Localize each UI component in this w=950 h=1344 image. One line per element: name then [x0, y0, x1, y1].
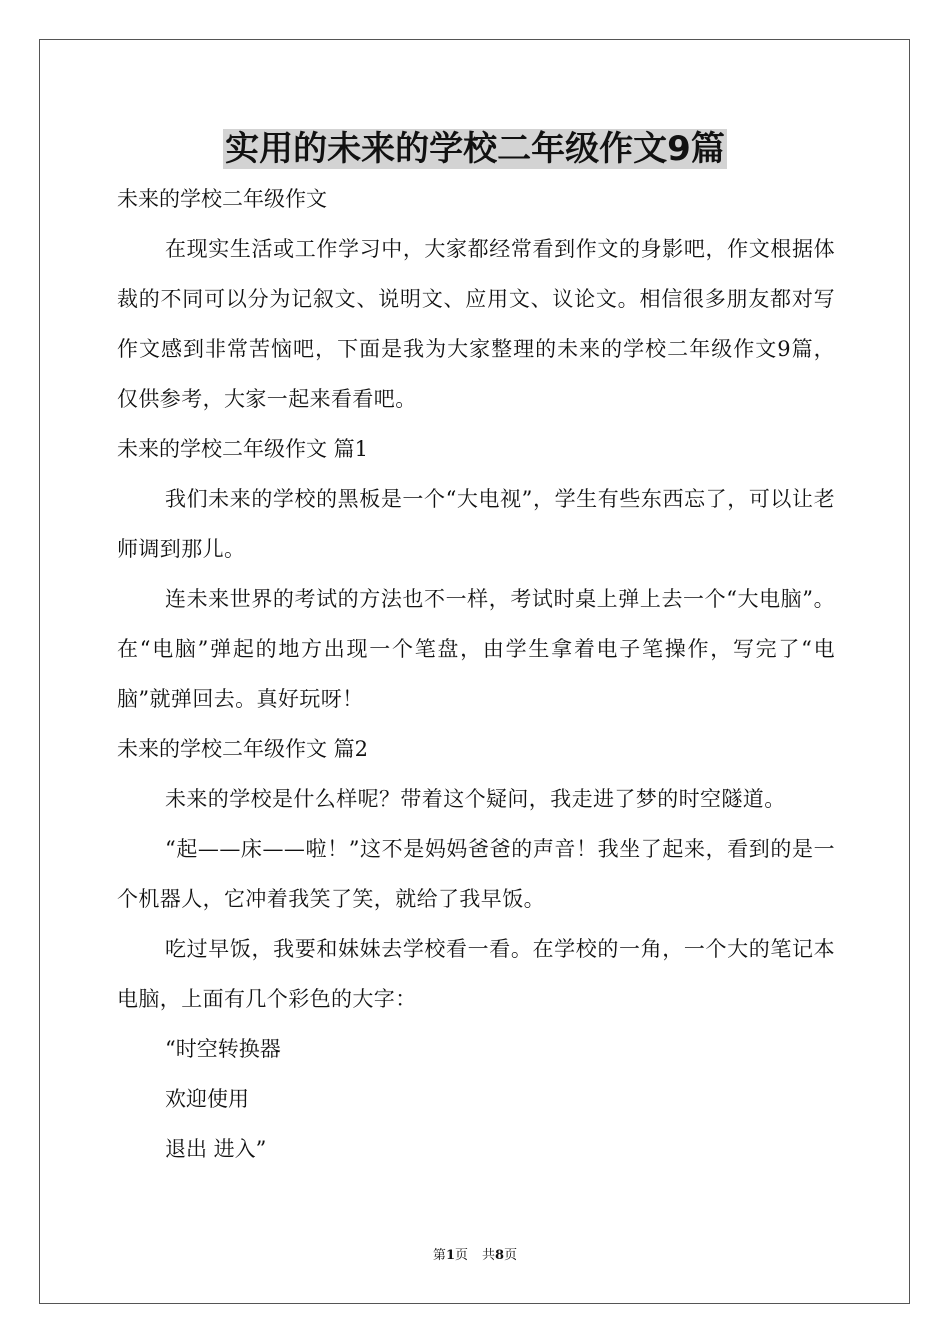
paragraph: “起——床——啦！”这不是妈妈爸爸的声音！我坐了起来，看到的是一个机器人，它冲着我笑了笑，就给了我早饭。 — [117, 837, 835, 911]
total-prefix: 共 — [482, 1248, 496, 1263]
paragraph: 吃过早饭，我要和妹妹去学校看一看。在学校的一角，一个大的笔记本电脑，上面有几个彩色的大字： — [117, 937, 835, 1011]
paragraph: 我们未来的学校的黑板是一个“大电视”，学生有些东西忘了，可以让老师调到那儿。 — [117, 487, 835, 561]
total-suffix: 页 — [504, 1248, 518, 1263]
page-current: 1 — [445, 1248, 455, 1263]
page-suffix: 页 — [454, 1248, 468, 1263]
section-heading: 未来的学校二年级作文 — [117, 187, 327, 211]
paragraph: 在现实生活或工作学习中，大家都经常看到作文的身影吧，作文根据体裁的不同可以分为记叙文、说明文、应用文、议论文。相信很多朋友都对写作文感到非常苦恼吧，下面是我为大家整理的未来的学校二年级作文9篇，仅供参考，大家一起来看看吧。 — [117, 237, 835, 411]
page-footer — [0, 1247, 950, 1265]
total-pages: 8 — [495, 1248, 505, 1263]
paragraph: 未来的学校是什么样呢？带着这个疑问，我走进了梦的时空隧道。 — [165, 787, 786, 811]
page-prefix: 第 — [432, 1248, 446, 1263]
paragraph: 连未来世界的考试的方法也不一样，考试时桌上弹上去一个“大电脑”。在“电脑”弹起的地方出现一个笔盘，由学生拿着电子笔操作，写完了“电脑”就弹回去。真好玩呀！ — [117, 587, 835, 711]
verse-line: 退出 进入” — [165, 1137, 267, 1161]
document-title-text: 实用的未来的学校二年级作文9篇 — [225, 129, 725, 169]
document-title — [0, 125, 950, 173]
document-body — [117, 174, 835, 1174]
section-heading: 未来的学校二年级作文 篇1 — [117, 437, 369, 461]
verse-line: 欢迎使用 — [165, 1087, 249, 1111]
section-heading: 未来的学校二年级作文 篇2 — [117, 737, 369, 761]
verse-line: “时空转换器 — [165, 1037, 281, 1061]
